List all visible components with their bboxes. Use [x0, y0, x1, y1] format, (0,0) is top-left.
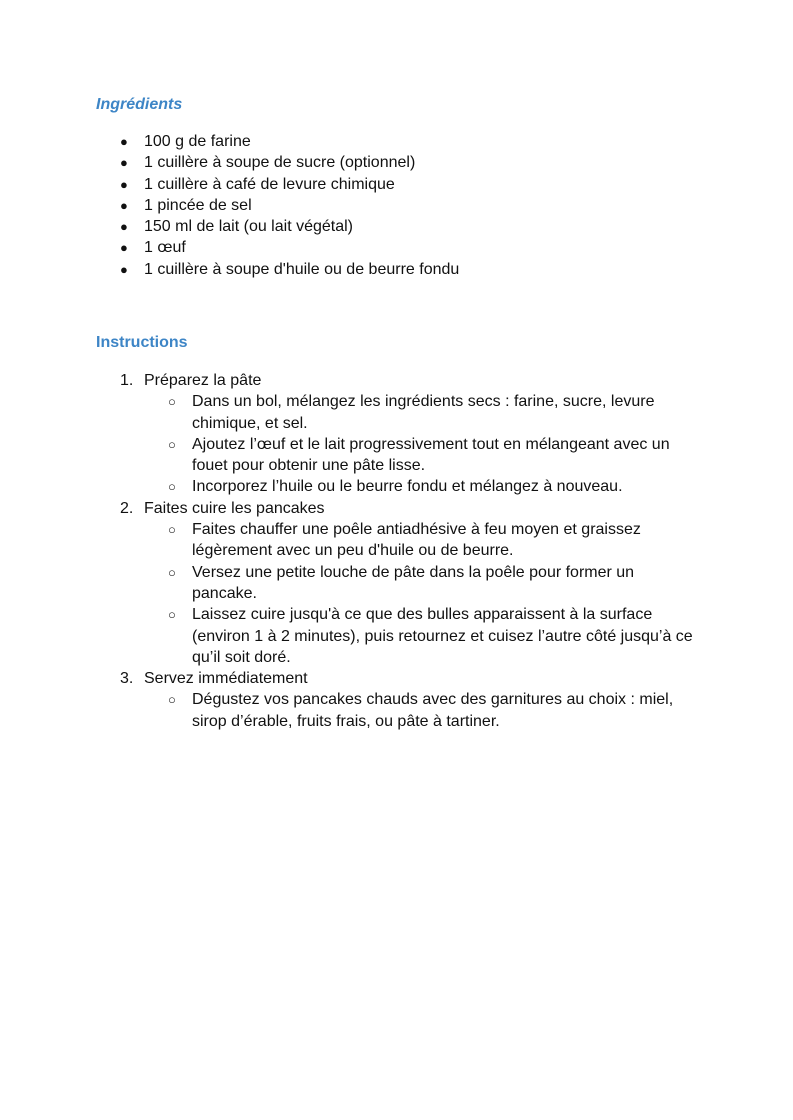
bullet-icon: ● — [120, 219, 128, 235]
substep-item — [144, 434, 702, 477]
bullet-icon: ● — [120, 197, 128, 213]
ingredient-text: 100 g de farine — [144, 133, 251, 150]
list-item — [96, 237, 716, 258]
step-number: 1. — [120, 372, 134, 389]
circle-bullet-icon: ○ — [168, 522, 176, 538]
step-item — [96, 498, 716, 668]
ingredient-text: 1 cuillère à café de levure chimique — [144, 175, 395, 193]
substep-item — [144, 604, 702, 668]
circle-bullet-icon: ○ — [168, 436, 176, 452]
substep-list — [144, 391, 716, 497]
step-title: Servez immédiatement — [144, 670, 308, 688]
circle-bullet-icon: ○ — [168, 564, 176, 580]
step-number: 2. — [120, 499, 134, 517]
circle-bullet-icon: ○ — [168, 607, 176, 623]
list-item — [96, 174, 716, 195]
list-item — [96, 195, 716, 216]
bullet-icon: ● — [120, 261, 128, 277]
ingredient-text: 150 ml de lait (ou lait végétal) — [144, 218, 353, 236]
substep-text: Versez une petite louche de pâte dans la poêle pour former un pancake. — [192, 563, 635, 602]
substep-list — [144, 519, 716, 668]
substep-text: Incorporez l’huile ou le beurre fondu et mélangez à nouveau. — [192, 478, 623, 496]
instructions-list — [96, 370, 716, 732]
substep-text: Ajoutez l’œuf et le lait progressivement tout en mélangeant avec un fouet pour obtenir une pâte lisse. — [192, 435, 670, 475]
substep-list — [144, 689, 716, 732]
step-item — [96, 668, 716, 732]
ingredient-text: 1 cuillère à soupe de sucre (optionnel) — [144, 154, 416, 172]
step-item — [96, 370, 716, 498]
bullet-icon: ● — [120, 134, 128, 149]
substep-text: Dans un bol, mélangez les ingrédients secs : farine, sucre, levure chimique, et sel. — [192, 393, 655, 432]
circle-bullet-icon: ○ — [168, 479, 176, 495]
substep-item — [144, 689, 702, 732]
instructions-heading: Instructions — [96, 334, 188, 351]
substep-text: Faites chauffer une poêle antiadhésive à feu moyen et graissez légèrement avec un peu d'huile ou de beurre. — [192, 521, 641, 560]
ingredients-list — [96, 131, 716, 280]
substep-item — [144, 391, 702, 434]
substep-text: Dégustez vos pancakes chauds avec des garnitures au choix : miel, sirop d’érable, fruits frais, ou pâte à tartiner. — [192, 691, 674, 730]
circle-bullet-icon: ○ — [168, 394, 176, 410]
list-item — [96, 152, 716, 173]
step-title: Faites cuire les pancakes — [144, 499, 325, 517]
list-item — [96, 259, 716, 280]
step-title: Préparez la pâte — [144, 372, 262, 389]
circle-bullet-icon: ○ — [168, 692, 176, 708]
substep-item — [144, 476, 702, 497]
ingredient-text: 1 pincée de sel — [144, 196, 252, 214]
step-number: 3. — [120, 670, 134, 688]
ingredient-text: 1 cuillère à soupe d'huile ou de beurre fondu — [144, 260, 460, 278]
ingredients-heading: Ingrédients — [96, 96, 183, 113]
bullet-icon: ● — [120, 240, 128, 256]
ingredient-text: 1 œuf — [144, 239, 186, 257]
bullet-icon: ● — [120, 176, 128, 192]
list-item — [96, 131, 716, 152]
substep-item — [144, 519, 702, 562]
substep-text: Laissez cuire jusqu'à ce que des bulles apparaissent à la surface (environ 1 à 2 minutes), puis retournez et cuisez l’autre côté jusqu’à ce qu’il soit doré. — [192, 606, 693, 666]
substep-item — [144, 562, 702, 605]
bullet-icon: ● — [120, 155, 128, 171]
list-item — [96, 216, 716, 237]
